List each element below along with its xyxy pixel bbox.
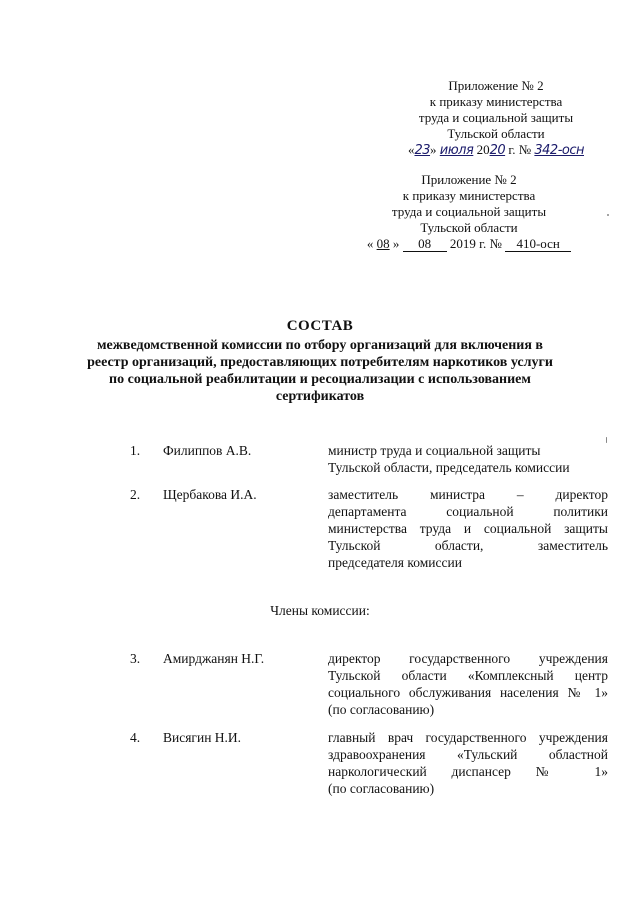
member-position — [328, 442, 608, 476]
appendix-line: труда и социальной защиты — [418, 110, 574, 125]
member-name: Щербакова И.А. — [163, 487, 257, 502]
scan-speck — [606, 437, 607, 443]
row-number: 3. — [130, 651, 141, 666]
member-name: Амирджанян Н.Г. — [163, 651, 265, 666]
appendix-line: Тульской области — [420, 220, 518, 235]
title-line: реестр организаций, предоставляющих потребителям наркотиков услуги — [87, 355, 553, 370]
title-main: СОСТАВ — [286, 318, 354, 334]
member-name: Висягин Н.И. — [163, 730, 242, 745]
handwritten-year: 20 — [489, 143, 506, 158]
position-line: председателя комиссии — [328, 555, 462, 570]
year-number-label: г. № — [508, 142, 532, 157]
row-number: 4. — [130, 730, 141, 745]
position-line: наркологический диспансер № 1» — [328, 764, 608, 779]
appendix-line: труда и социальной защиты — [391, 204, 547, 219]
position-line: Тульской области «Комплексный центр — [328, 668, 608, 683]
appendix-date-line — [378, 142, 614, 159]
position-line: директор государственного учреждения — [328, 651, 608, 666]
title-line: сертификатов — [275, 389, 365, 404]
position-line: департамента социальной политики — [328, 504, 608, 519]
year-prefix: 20 — [476, 142, 490, 157]
handwritten-day: 23 — [414, 143, 431, 158]
date-quote-open: « — [407, 142, 415, 157]
appendix-line: Приложение № 2 — [421, 172, 517, 187]
appendix-date-line — [347, 236, 591, 252]
position-line: заместитель министра – директор — [328, 487, 608, 502]
date-quote-close: » — [430, 142, 437, 157]
order-day: 08 — [376, 236, 390, 251]
position-line: министр труда и социальной защиты — [328, 443, 541, 458]
position-line: (по согласованию) — [328, 781, 435, 796]
order-month: 08 — [403, 237, 447, 252]
document-title — [60, 318, 580, 405]
member-position — [328, 486, 608, 571]
handwritten-order-number: 342-осн — [534, 143, 584, 158]
title-line: по социальной реабилитации и ресоциализации с использованием — [109, 372, 531, 387]
member-position — [328, 650, 608, 718]
position-line: министерства труда и социальной защиты — [328, 521, 608, 536]
appendix-line: Тульской области — [447, 126, 545, 141]
date-quote-open: « — [366, 236, 374, 251]
appendix-block-original — [347, 172, 591, 252]
position-line: Тульской области, председатель комиссии — [328, 460, 570, 475]
position-line: здравоохранения «Тульский областной — [328, 747, 608, 762]
scan-speck — [607, 214, 609, 216]
member-name: Филиппов А.В. — [163, 443, 252, 458]
handwritten-month: июля — [439, 143, 474, 158]
row-number: 2. — [130, 487, 141, 502]
member-position — [328, 729, 608, 797]
position-line: Тульской области, заместитель — [328, 538, 608, 553]
members-heading: Члены комиссии: — [270, 603, 370, 618]
order-number: 410-осн — [505, 237, 571, 252]
position-line: социального обслуживания населения № 1» — [328, 685, 608, 700]
date-quote-close: » — [392, 236, 400, 251]
order-year: 2019 г. № — [449, 236, 502, 251]
appendix-line: Приложение № 2 — [448, 78, 544, 93]
appendix-block-current — [378, 78, 614, 159]
row-number: 1. — [130, 443, 141, 458]
appendix-line: к приказу министерства — [429, 94, 563, 109]
title-line: межведомственной комиссии по отбору организаций для включения в — [97, 338, 543, 353]
position-line: (по согласованию) — [328, 702, 435, 717]
position-line: главный врач государственного учреждения — [328, 730, 608, 745]
appendix-line: к приказу министерства — [402, 188, 536, 203]
